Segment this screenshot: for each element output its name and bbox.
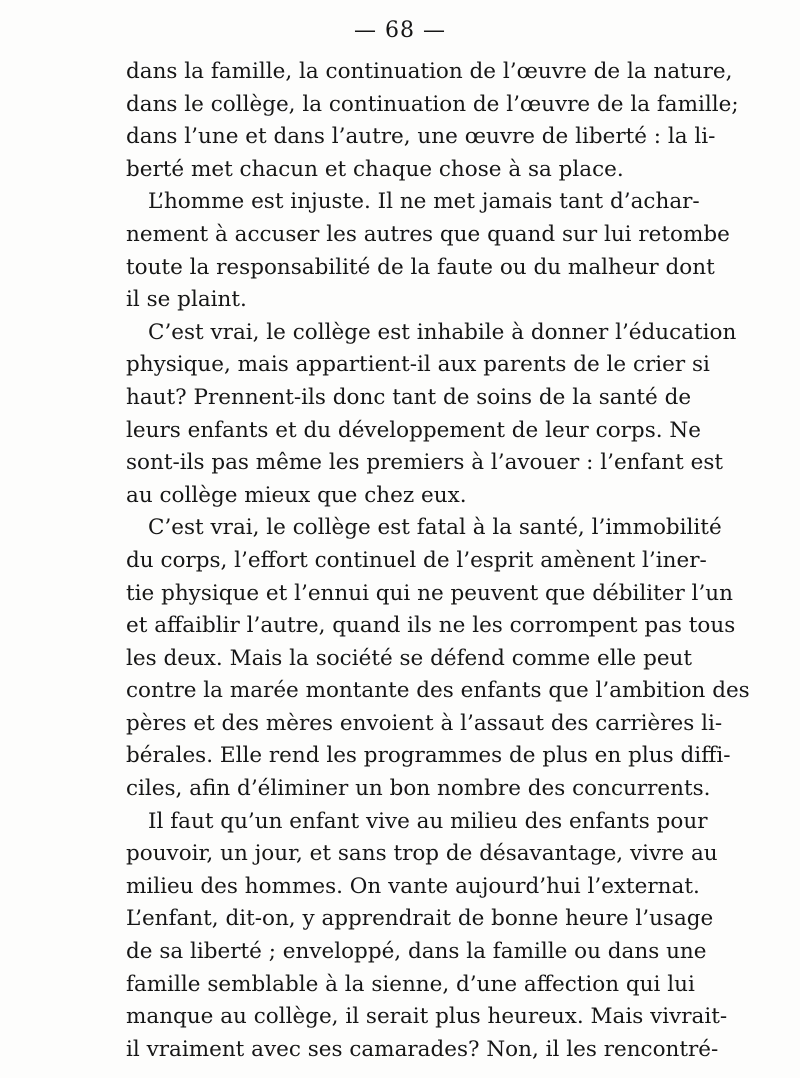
text-line: berté met chacun et chaque chose à sa place. <box>126 156 624 182</box>
text-line: Il faut qu’un enfant vive au milieu des enfants pour <box>148 808 708 834</box>
text-line: au collège mieux que chez eux. <box>126 482 467 508</box>
text-line: dans la famille, la continuation de l’œuvre de la nature, <box>126 59 733 84</box>
text-line: les deux. Mais la société se défend comme elle peut <box>126 645 693 671</box>
text-line: il vraiment avec ses camarades? Non, il les rencontré- <box>126 1036 719 1062</box>
text-line: tie physique et l’ennui qui ne peuvent que débiliter l’un <box>126 580 733 606</box>
body-text <box>126 56 750 1066</box>
text-line: C’est vrai, le collège est inhabile à donner l’éducation <box>148 319 737 345</box>
text-line: leurs enfants et du développement de leur corps. Ne <box>126 417 701 443</box>
text-line: il se plaint. <box>126 287 247 313</box>
text-line: nement à accuser les autres que quand sur lui retombe <box>126 221 730 247</box>
text-line: manque au collège, il serait plus heureux. Mais vivrait- <box>126 1004 728 1030</box>
text-line: bérales. Elle rend les programmes de plus en plus diffi- <box>126 743 731 769</box>
text-line: et affaiblir l’autre, quand ils ne les corrompent pas tous <box>126 613 736 639</box>
text-line: dans l’une et dans l’autre, une œuvre de liberté : la li- <box>126 124 716 150</box>
text-line: L’homme est injuste. Il ne met jamais tant d’achar- <box>148 189 700 215</box>
text-line: L’enfant, dit-on, y apprendrait de bonne heure l’usage <box>126 906 714 932</box>
page-number: — 68 — <box>354 18 446 43</box>
text-line: dans le collège, la continuation de l’œuvre de la famille; <box>126 91 739 117</box>
text-line: milieu des hommes. On vante aujourd’hui l’externat. <box>126 873 700 899</box>
text-line: de sa liberté ; enveloppé, dans la famille ou dans une <box>126 939 707 965</box>
text-line: famille semblable à la sienne, d’une affection qui lui <box>126 971 695 997</box>
text-line: ciles, afin d’éliminer un bon nombre des concurrents. <box>126 776 711 802</box>
text-line: sont-ils pas même les premiers à l’avouer : l’enfant est <box>126 450 724 476</box>
text-line: haut? Prennent-ils donc tant de soins de la santé de <box>126 384 692 410</box>
text-line: physique, mais appartient-il aux parents de le crier si <box>126 352 710 378</box>
text-line: du corps, l’effort continuel de l’esprit amènent l’iner- <box>126 547 707 573</box>
text-line: pères et des mères envoient à l’assaut des carrières li- <box>126 710 723 736</box>
text-line: toute la responsabilité de la faute ou du malheur dont <box>126 254 715 280</box>
text-line: C’est vrai, le collège est fatal à la santé, l’immobilité <box>148 515 722 541</box>
text-line: pouvoir, un jour, et sans trop de désavantage, vivre au <box>126 841 718 867</box>
text-line: contre la marée montante des enfants que l’ambition des <box>126 678 750 704</box>
